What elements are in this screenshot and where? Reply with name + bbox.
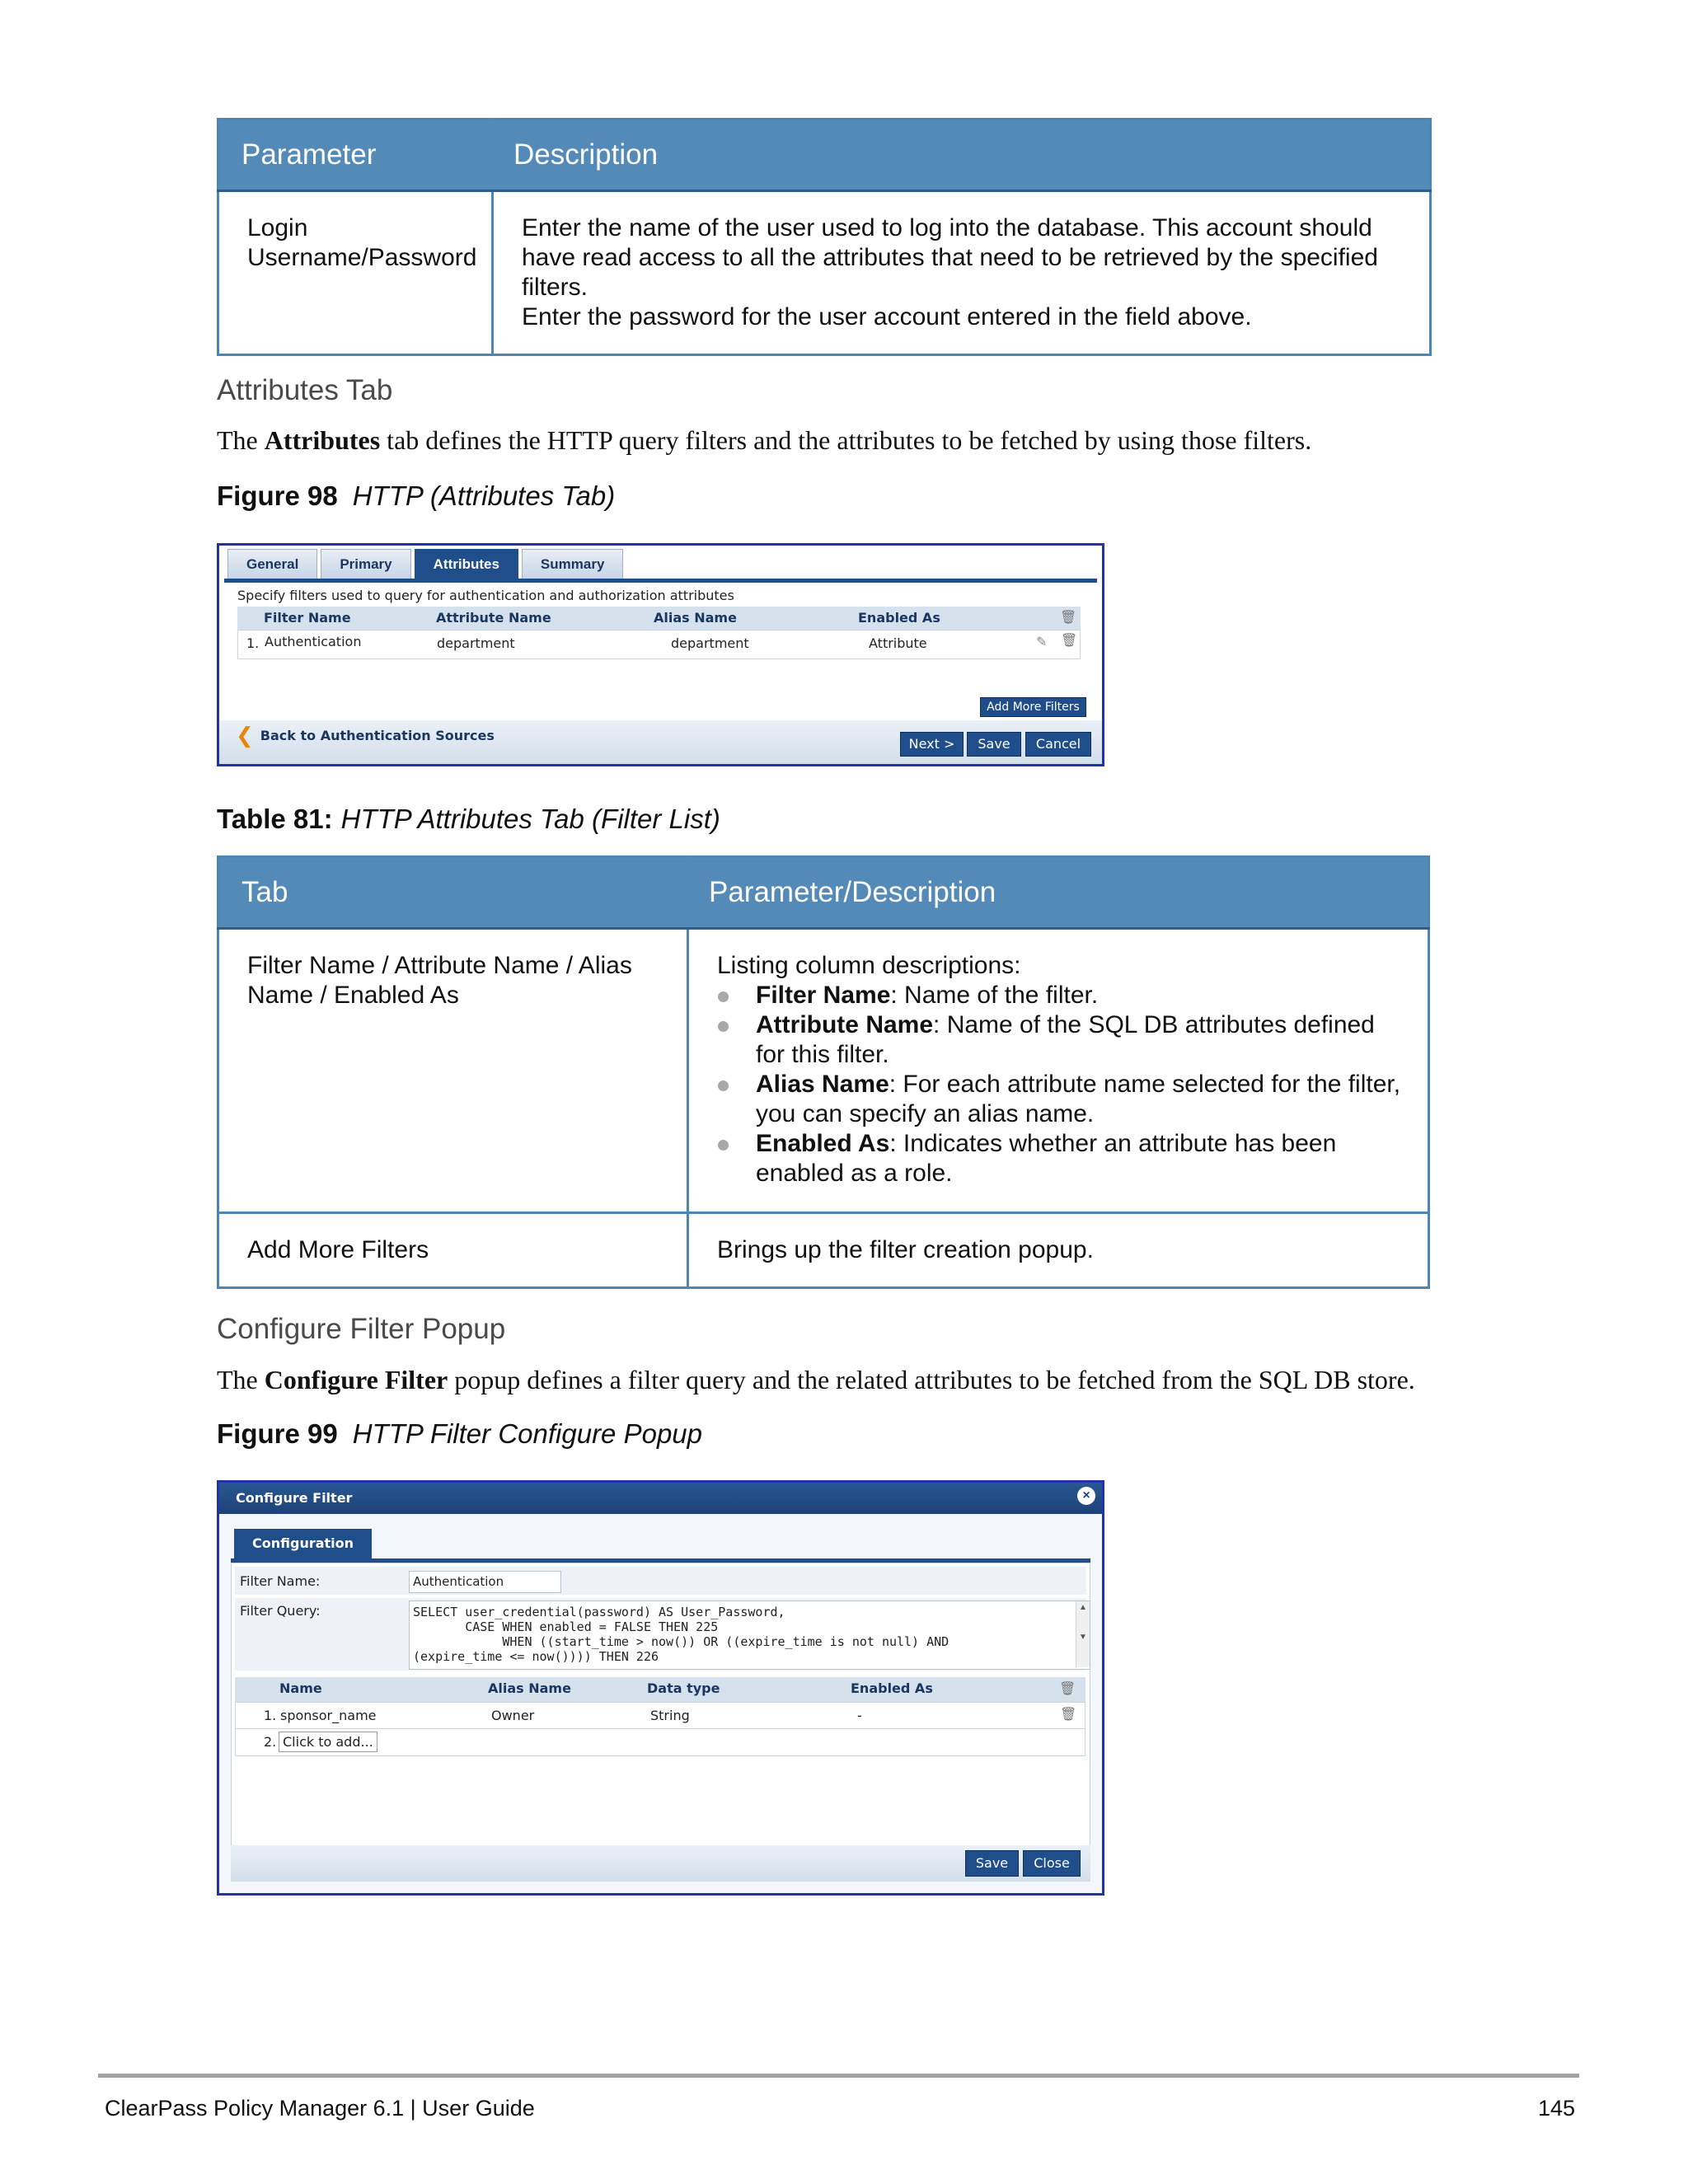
trash-icon[interactable]: 🗑 bbox=[1060, 609, 1077, 625]
attributes-tab-screenshot bbox=[217, 543, 1104, 766]
section-heading: Attributes Tab bbox=[217, 374, 393, 406]
tab-bar bbox=[227, 546, 626, 579]
filter-grid-header bbox=[237, 607, 1081, 630]
figure-caption bbox=[217, 1418, 702, 1450]
back-link[interactable] bbox=[236, 723, 495, 748]
table-row[interactable] bbox=[235, 1702, 1085, 1730]
cancel-button[interactable]: Cancel bbox=[1025, 732, 1091, 757]
description-cell bbox=[493, 191, 1431, 355]
body-bold: Attributes bbox=[264, 425, 381, 455]
column-header: Alias Name bbox=[654, 610, 737, 626]
description-intro: Listing column descriptions: bbox=[717, 952, 1021, 979]
attribute-grid-header bbox=[235, 1677, 1085, 1703]
table-row bbox=[218, 1213, 1429, 1288]
tab-primary[interactable]: Primary bbox=[321, 549, 410, 579]
alias-name-cell: department bbox=[671, 635, 749, 651]
trash-icon[interactable]: 🗑 bbox=[1059, 1680, 1076, 1696]
column-header: Description bbox=[493, 120, 1431, 191]
list-term: Attribute Name bbox=[756, 1011, 934, 1038]
description-cell bbox=[688, 929, 1429, 1213]
footer-title: ClearPass Policy Manager 6.1 | User Guide bbox=[105, 2096, 535, 2121]
column-header: Filter Name bbox=[264, 610, 351, 626]
table-title: HTTP Attributes Tab (Filter List) bbox=[340, 804, 720, 834]
close-button[interactable]: Close bbox=[1023, 1850, 1081, 1877]
row-index: 2. bbox=[264, 1734, 277, 1750]
list-term: Enabled As bbox=[756, 1130, 890, 1157]
body-text: The bbox=[217, 1365, 265, 1394]
figure-title: HTTP (Attributes Tab) bbox=[352, 480, 616, 511]
table-row bbox=[218, 191, 1431, 355]
body-text: tab defines the HTTP query filters and the attributes to be fetched by using those filters. bbox=[380, 425, 1312, 455]
column-header: Tab bbox=[218, 857, 688, 929]
configure-filter-popup-screenshot bbox=[217, 1480, 1104, 1896]
figure-number: Figure 99 bbox=[217, 1418, 338, 1449]
attribute-name-cell: department bbox=[437, 635, 515, 651]
column-header: Enabled As bbox=[851, 1680, 933, 1696]
save-button[interactable]: Save bbox=[967, 732, 1021, 757]
table-row[interactable] bbox=[237, 630, 1081, 659]
body-paragraph bbox=[217, 425, 1311, 456]
filter-name-label: Filter Name: bbox=[240, 1573, 321, 1589]
row-index: 1. bbox=[264, 1708, 277, 1723]
click-to-add-field[interactable]: Click to add... bbox=[279, 1732, 377, 1752]
description-line: Enter the name of the user used to log into the database. This account should have read access to all the attributes that need to be retrieved by the specified filters. bbox=[522, 214, 1378, 301]
table-header-row bbox=[218, 120, 1431, 191]
description-line: Enter the password for the user account entered in the field above. bbox=[522, 303, 1252, 330]
body-bold: Configure Filter bbox=[264, 1365, 448, 1394]
trash-icon[interactable]: 🗑 bbox=[1061, 632, 1078, 648]
form-row-filter-name bbox=[235, 1567, 1086, 1595]
list-term: Alias Name bbox=[756, 1071, 889, 1098]
back-link-label: Back to Authentication Sources bbox=[260, 727, 495, 743]
popup-titlebar bbox=[219, 1483, 1102, 1514]
list-item bbox=[717, 981, 1403, 1010]
table-header-row bbox=[218, 857, 1429, 929]
filter-query-textarea[interactable] bbox=[409, 1601, 1090, 1670]
row-index: 1. bbox=[246, 635, 260, 651]
tab-general[interactable]: General bbox=[227, 549, 317, 579]
tab-underline bbox=[224, 579, 1097, 583]
edit-icon[interactable]: ✎ bbox=[1036, 634, 1048, 649]
footer-bar bbox=[231, 1845, 1090, 1882]
filter-name-input[interactable] bbox=[409, 1571, 561, 1593]
figure-caption bbox=[217, 480, 615, 512]
query-line: (expire_time <= now()))) THEN 226 bbox=[413, 1649, 659, 1664]
scroll-up-icon[interactable]: ▲ bbox=[1079, 1603, 1087, 1612]
list-item bbox=[717, 1070, 1403, 1129]
tab-configuration[interactable]: Configuration bbox=[234, 1529, 372, 1558]
body-text: popup defines a filter query and the related attributes to be fetched from the SQL DB store. bbox=[448, 1365, 1415, 1394]
column-header: Parameter bbox=[218, 120, 493, 191]
query-line: CASE WHEN enabled = FALSE THEN 225 bbox=[413, 1619, 719, 1634]
list-text: : Name of the SQL DB attributes defined for this filter. bbox=[756, 1011, 1375, 1068]
trash-icon[interactable]: 🗑 bbox=[1060, 1706, 1077, 1722]
table-row bbox=[235, 1728, 1085, 1756]
add-more-filters-button[interactable]: Add More Filters bbox=[980, 697, 1086, 717]
parameter-cell: Login Username/Password bbox=[218, 191, 493, 355]
tab-cell: Add More Filters bbox=[218, 1213, 688, 1288]
alias-name-cell: Owner bbox=[491, 1708, 535, 1723]
list-text: : For each attribute name selected for the filter, you can specify an alias name. bbox=[756, 1071, 1401, 1127]
filter-list-table bbox=[217, 855, 1430, 1289]
query-line: WHEN ((start_time > now()) OR ((expire_time is not null) AND bbox=[413, 1634, 950, 1649]
list-item bbox=[717, 1010, 1403, 1070]
body-paragraph bbox=[217, 1365, 1415, 1395]
config-panel bbox=[231, 1563, 1090, 1861]
footer-rule bbox=[98, 2074, 1579, 2078]
description-cell: Brings up the filter creation popup. bbox=[688, 1213, 1429, 1288]
figure-title: HTTP Filter Configure Popup bbox=[352, 1418, 702, 1449]
filter-query-label: Filter Query: bbox=[240, 1603, 321, 1619]
scrollbar[interactable] bbox=[1076, 1601, 1090, 1667]
body-text: The bbox=[217, 425, 265, 455]
list-text: : Indicates whether an attribute has been enabled as a role. bbox=[756, 1130, 1337, 1187]
column-header: Alias Name bbox=[488, 1680, 571, 1696]
column-header: Name bbox=[279, 1680, 322, 1696]
filter-name-cell: Authentication bbox=[265, 634, 362, 649]
table-caption bbox=[217, 804, 720, 835]
query-line: SELECT user_credential(password) AS User_Password, bbox=[413, 1605, 785, 1619]
close-icon[interactable]: × bbox=[1077, 1487, 1095, 1505]
list-text: : Name of the filter. bbox=[890, 982, 1099, 1009]
list-term: Filter Name bbox=[756, 982, 891, 1009]
tab-summary[interactable]: Summary bbox=[522, 549, 623, 579]
attribute-name-cell: sponsor_name bbox=[280, 1708, 377, 1723]
save-button[interactable]: Save bbox=[965, 1850, 1019, 1877]
column-header: Parameter/Description bbox=[688, 857, 1429, 929]
table-number: Table 81: bbox=[217, 804, 333, 834]
section-heading: Configure Filter Popup bbox=[217, 1313, 506, 1345]
next-button[interactable]: Next > bbox=[900, 732, 964, 757]
bullet-list bbox=[717, 981, 1403, 1188]
figure-number: Figure 98 bbox=[217, 480, 338, 511]
table-row bbox=[218, 929, 1429, 1213]
enabled-as-cell: - bbox=[857, 1708, 862, 1723]
data-type-cell: String bbox=[650, 1708, 690, 1723]
column-header: Data type bbox=[647, 1680, 720, 1696]
page-number: 145 bbox=[1538, 2096, 1576, 2121]
filter-name-value: Authentication bbox=[413, 1574, 504, 1589]
instruction-text: Specify filters used to query for authentication and authorization attributes bbox=[237, 588, 734, 603]
column-header: Attribute Name bbox=[436, 610, 551, 626]
column-header: Enabled As bbox=[858, 610, 940, 626]
tab-cell: Filter Name / Attribute Name / Alias Name / Enabled As bbox=[218, 929, 688, 1213]
login-parameter-table bbox=[217, 118, 1432, 356]
list-item bbox=[717, 1129, 1403, 1188]
tab-attributes[interactable]: Attributes bbox=[415, 549, 518, 579]
enabled-as-cell: Attribute bbox=[869, 635, 927, 651]
back-arrow-icon: ❮ bbox=[236, 723, 254, 748]
scroll-down-icon[interactable]: ▼ bbox=[1079, 1633, 1087, 1642]
popup-title: Configure Filter bbox=[236, 1490, 353, 1506]
